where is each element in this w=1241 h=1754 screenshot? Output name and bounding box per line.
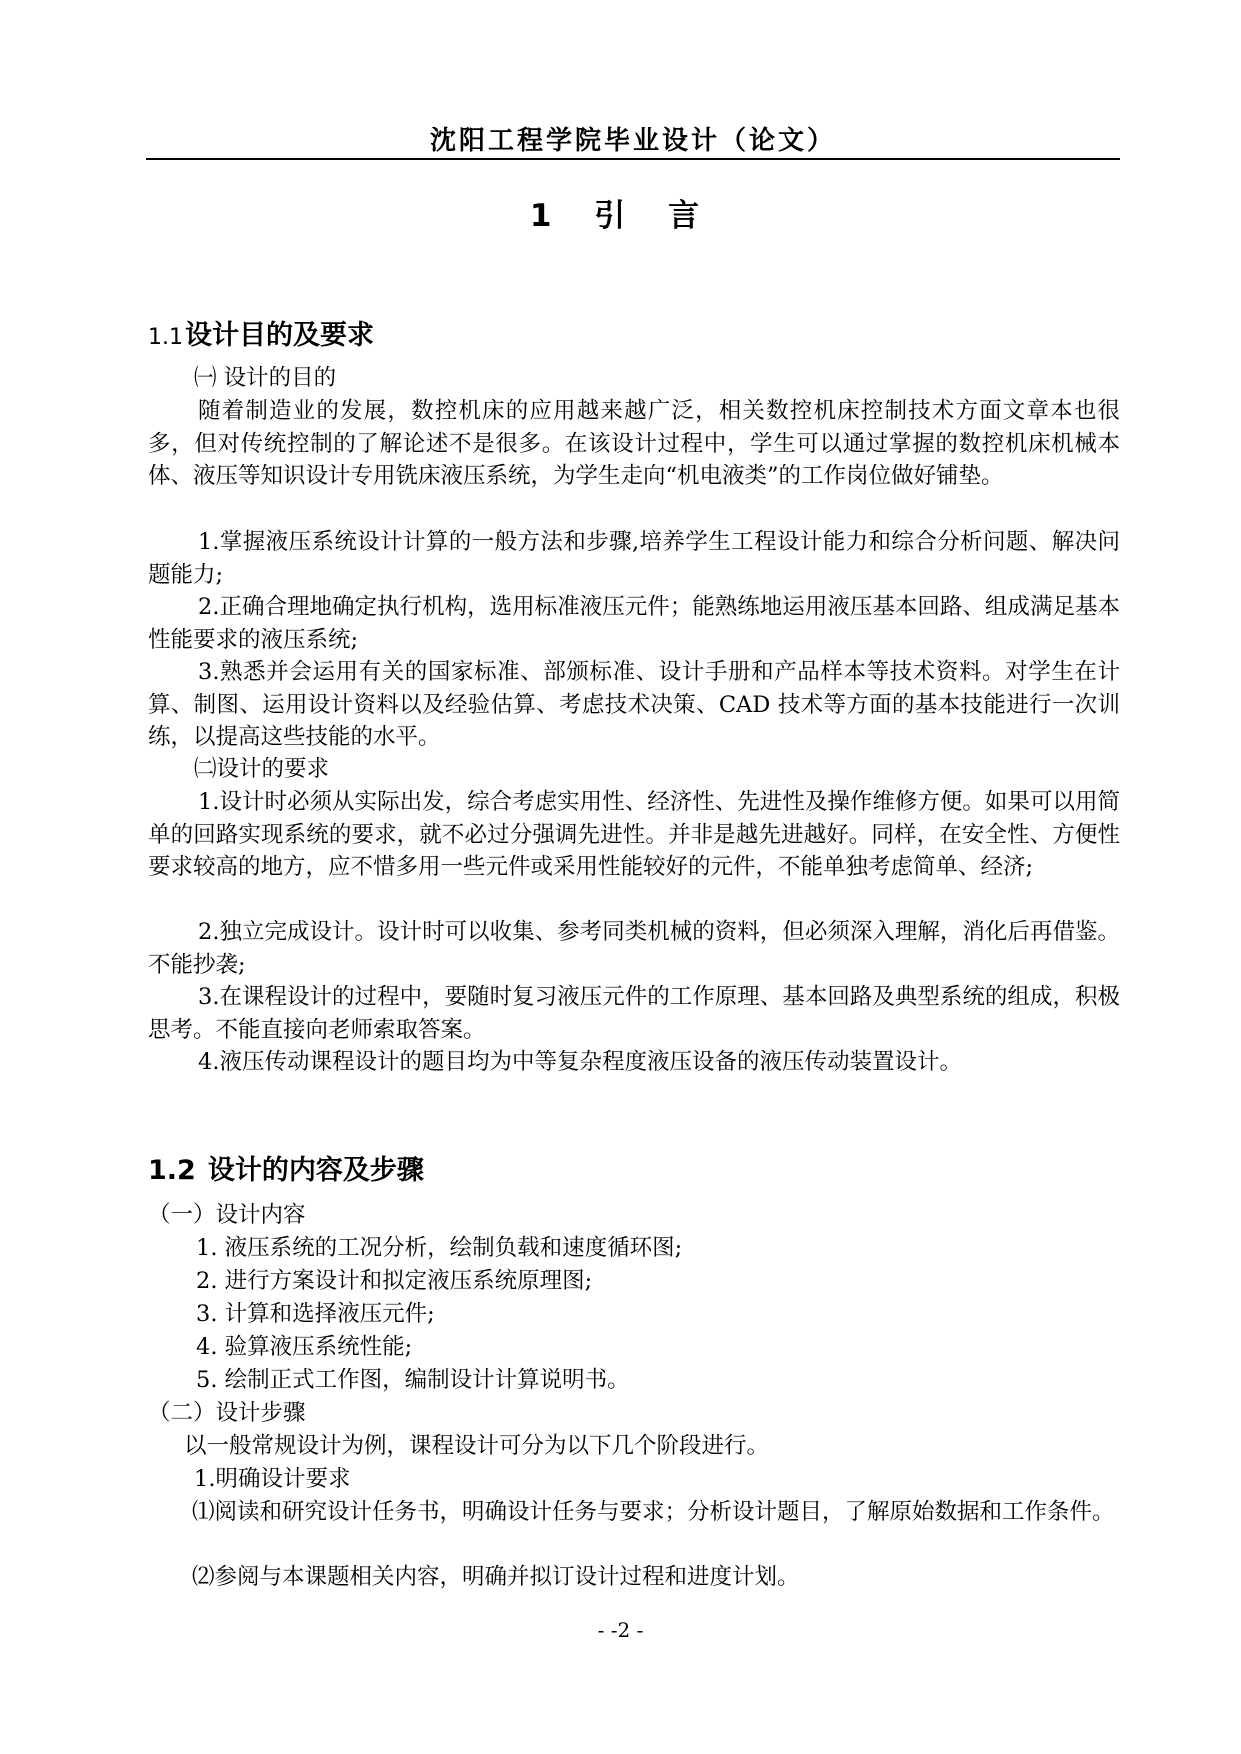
content-heading: （一）设计内容: [148, 1202, 306, 1228]
content-item-1: 1. 液压系统的工况分析，绘制负载和速度循环图;: [196, 1235, 683, 1261]
steps-heading: （二）设计步骤: [148, 1400, 306, 1426]
purpose-item-1: 1.掌握液压系统设计计算的一般方法和步骤,培养学生工程设计能力和综合分析问题、解决问题能力;: [148, 529, 1120, 588]
step-1-item-1: ⑴阅读和研究设计任务书，明确设计任务与要求；分析设计题目，了解原始数据和工作条件。: [192, 1499, 1115, 1525]
section-title: 设计的内容及步骤: [207, 1155, 424, 1186]
running-header: 沈阳工程学院毕业设计（论文）: [429, 126, 836, 156]
step-1-item-2: ⑵参阅与本课题相关内容，明确并拟订设计过程和进度计划。: [192, 1564, 800, 1590]
requirement-item-4: 4.液压传动课程设计的题目均为中等复杂程度液压设备的液压传动装置设计。: [198, 1049, 962, 1075]
header-rule: [146, 158, 1120, 160]
purpose-item-3: 3.熟悉并会运用有关的国家标准、部颁标准、设计手册和产品样本等技术资料。对学生在计算、制图、运用设计资料以及经验估算、考虑技术决策、CAD 技术等方面的基本技能进行一次训练，以提高这些技能的水平。: [148, 659, 1120, 750]
content-item-5: 5. 绘制正式工作图，编制设计计算说明书。: [196, 1367, 630, 1393]
section-number: 1.1: [148, 325, 183, 350]
requirement-item-3: 3.在课程设计的过程中，要随时复习液压元件的工作原理、基本回路及典型系统的组成，积极思考。不能直接向老师索取答案。: [148, 984, 1120, 1043]
chapter-title: 1 引 言: [529, 198, 712, 234]
section-number: 1.2: [148, 1155, 196, 1186]
steps-intro: 以一般常规设计为例，课程设计可分为以下几个阶段进行。: [184, 1433, 770, 1459]
section-heading-1-1: [148, 313, 374, 352]
content-item-3: 3. 计算和选择液压元件;: [196, 1301, 435, 1327]
page-number: - -2 -: [597, 1618, 644, 1642]
section-title: 设计目的及要求: [185, 320, 374, 351]
requirement-item-2: 2.独立完成设计。设计时可以收集、参考同类机械的资料，但必须深入理解，消化后再借鉴。不能抄袭;: [148, 919, 1120, 978]
purpose-paragraph: 随着制造业的发展，数控机床的应用越来越广泛，相关数控机床控制技术方面文章本也很多，但对传统控制的了解论述不是很多。在该设计过程中，学生可以通过掌握的数控机床机械本体、液压等知识设计专用铣床液压系统，为学生走向“机电液类”的工作岗位做好铺垫。: [148, 398, 1120, 489]
subsection-heading-requirements: ㈡设计的要求: [194, 756, 330, 782]
requirement-item-1: 1.设计时必须从实际出发，综合考虑实用性、经济性、先进性及操作维修方便。如果可以用简单的回路实现系统的要求，就不必过分强调先进性。并非是越先进越好。同样，在安全性、方便性要求较高的地方，应不惜多用一些元件或采用性能较好的元件，不能单独考虑简单、经济;: [148, 789, 1120, 880]
step-1-title: 1.明确设计要求: [194, 1466, 351, 1492]
content-item-4: 4. 验算液压系统性能;: [196, 1334, 413, 1360]
subsection-heading-purpose: ㈠ 设计的目的: [194, 365, 337, 391]
section-heading-1-2: [148, 1148, 424, 1187]
purpose-item-2: 2.正确合理地确定执行机构，选用标准液压元件；能熟练地运用液压基本回路、组成满足基本性能要求的液压系统;: [148, 594, 1120, 653]
content-item-2: 2. 进行方案设计和拟定液压系统原理图;: [196, 1268, 593, 1294]
